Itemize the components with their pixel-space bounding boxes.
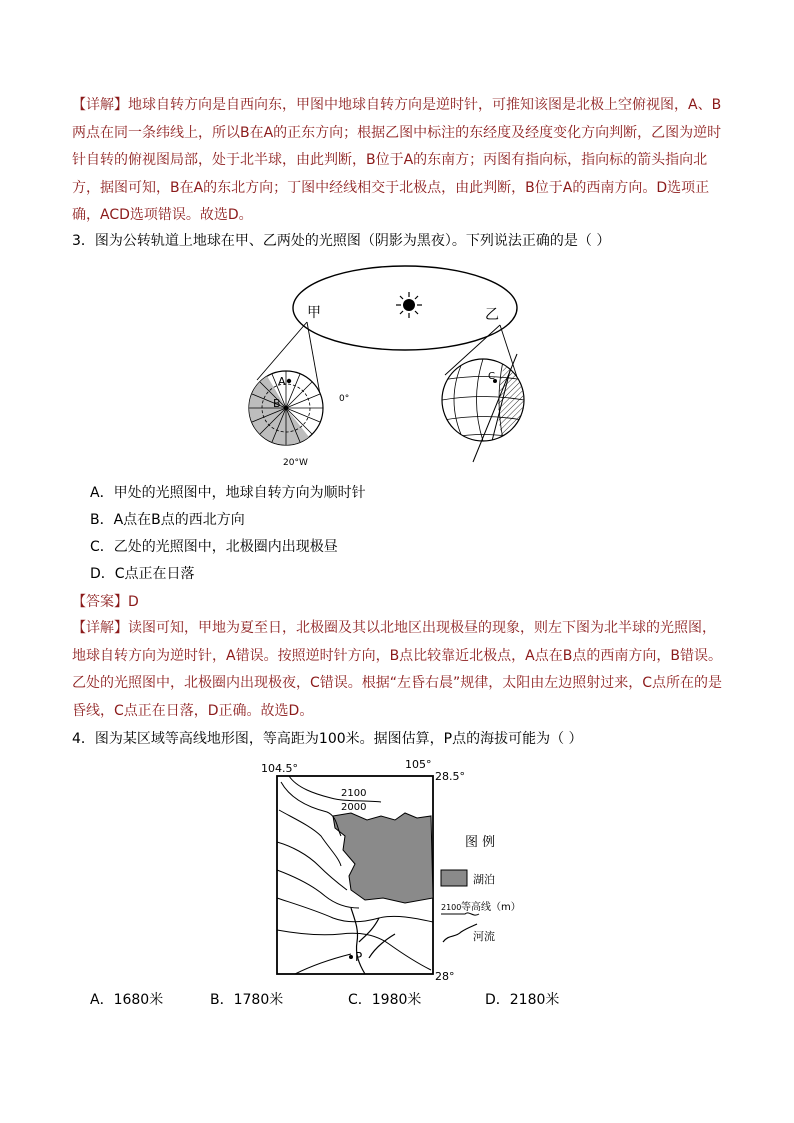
q3-answer-value: D [128, 594, 139, 610]
legend-contour-line [441, 913, 479, 915]
legend-contour-num: 2100 [441, 903, 462, 912]
point-p: P [355, 950, 363, 964]
detail-label-q3: 【详解】 [72, 620, 128, 636]
label-b: B [273, 397, 281, 410]
q4-option-a: A．1680米 [90, 992, 164, 1008]
q4-option-d: D．2180米 [485, 992, 560, 1008]
q3-option-c: C．乙处的光照图中，北极圈内出现极昼 [90, 539, 338, 555]
label-c: C [488, 371, 495, 382]
label-20w: 20°W [283, 458, 308, 468]
q3-option-a: A．甲处的光照图中，地球自转方向为顺时针 [90, 485, 366, 501]
globe-yi [442, 354, 535, 462]
q2-explanation-text: 地球自转方向是自西向东，甲图中地球自转方向是逆时针，可推知该图是北极上空俯视图，A、B两点在同一条纬线上，所以B在A的正东方向；根据乙图中标注的东经度及经度变化方向判断，乙图为逆时针自转的俯视图局部，处于北半球，由此判断，B位于A的东南方；丙图有指向标，指向标的箭头指向北方，据图可知，B在A的东北方向；丁图中经线相交于北极点，由此判断，B位于A的西南方向。D选项正确，ACD选项错误。故选D。 [72, 97, 722, 223]
q2-explanation [72, 92, 727, 230]
q3-explanation [72, 615, 727, 725]
legend-river-line [443, 924, 477, 942]
legend-lake: 湖泊 [473, 873, 495, 886]
globe-jia [249, 371, 349, 468]
q4-stem: 4．图为某区域等高线地形图，等高距为100米。据图估算，P点的海拔可能为（ ） [72, 731, 583, 747]
q3-explanation-text: 读图可知，甲地为夏至日，北极圈及其以北地区出现极昼的现象，则左下图为北半球的光照图，地球自转方向为逆时针，A错误。按照逆时针方向，B点比较靠近北极点，A点在B点的西南方向，B错误。乙处的光照图中，北极圈内出现极夜，C错误。根据“左昏右晨”规律，太阳由左边照射过来，C点所在的是昏线，C点正在日落，D正确。故选D。 [72, 620, 723, 719]
lon-right: 105° [405, 758, 432, 771]
legend-lake-swatch [441, 870, 467, 886]
q3-option-d: D．C点正在日落 [90, 566, 195, 582]
label-a: A [278, 375, 286, 388]
detail-label: 【详解】 [72, 97, 128, 113]
contour-2100-label: 2100 [341, 788, 367, 799]
sun-icon [396, 292, 422, 318]
label-jia: 甲 [307, 305, 321, 321]
legend-contour: 等高线（m） [461, 902, 521, 913]
legend-title: 图 例 [465, 835, 496, 850]
q4-option-b: B．1780米 [210, 992, 284, 1008]
q3-stem: 3．图为公转轨道上地球在甲、乙两处的光照图（阴影为黑夜）。下列说法正确的是（ ） [72, 233, 611, 249]
label-yi: 乙 [485, 307, 499, 323]
lat-top: 28.5° [435, 770, 465, 783]
lat-bottom: 28° [435, 970, 455, 983]
contour-2000-label: 2000 [341, 802, 367, 813]
q3-figure [245, 255, 545, 470]
lon-left: 104.5° [261, 762, 298, 775]
answer-label: 【答案】 [72, 594, 128, 610]
q4-map [255, 758, 545, 983]
q4-option-c: C．1980米 [348, 992, 422, 1008]
q3-option-b: B．A点在B点的西北方向 [90, 512, 245, 528]
legend-river: 河流 [473, 930, 495, 943]
q3-answer [72, 592, 139, 612]
label-0deg: 0° [339, 394, 350, 404]
